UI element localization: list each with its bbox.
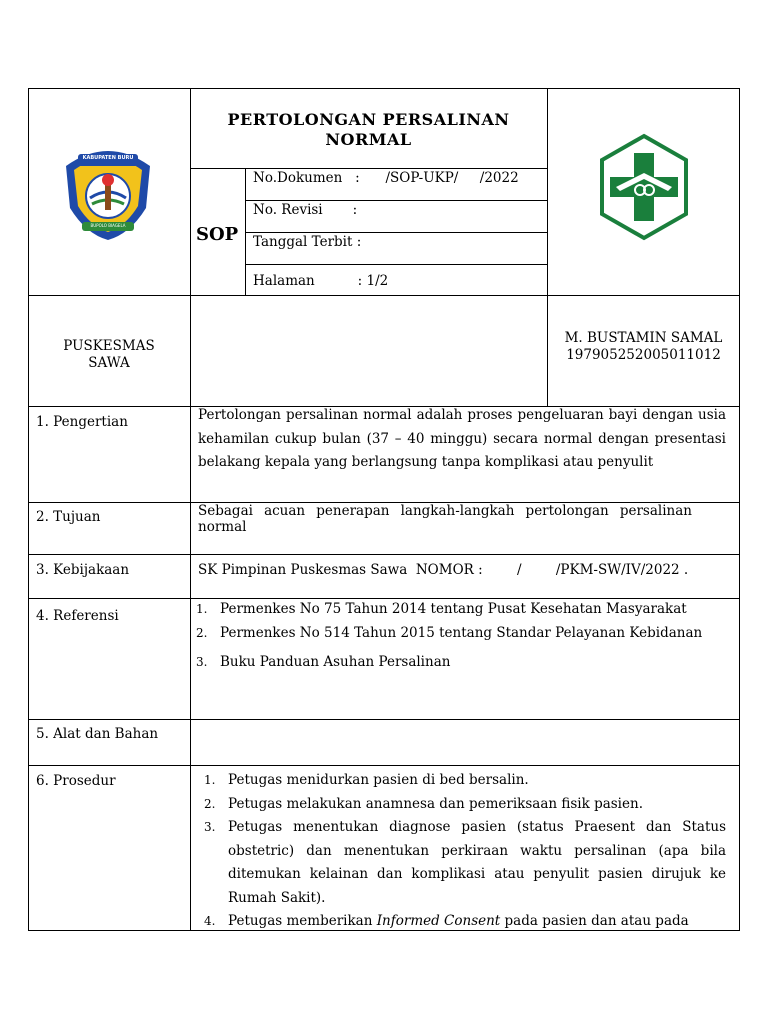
signatory [547, 330, 740, 364]
prosedur-num: 3. [204, 820, 216, 834]
prosedur-num: 2. [204, 796, 216, 811]
kebijakan-text: SK Pimpinan Puskesmas Sawa NOMOR : / /PKM-SW/IV/2022 . [198, 562, 689, 578]
prosedur-text: Petugas melakukan anamnesa dan pemeriksaan fisik pasien. [228, 795, 643, 812]
referensi-list [190, 598, 726, 675]
prosedur-item [198, 769, 726, 793]
referensi-num: 3. [196, 655, 208, 669]
meta-line-3 [245, 264, 547, 265]
document-title [190, 110, 547, 150]
prosedur-num: 4. [204, 914, 216, 928]
referensi-text: Permenkes No 514 Tahun 2015 tentang Standar Pelayanan Kebidanan [220, 624, 703, 641]
puskesmas-hexagon-cross-icon [598, 133, 690, 241]
prosedur-label: 6. Prosedur [36, 773, 116, 789]
referensi-num: 1. [196, 602, 208, 616]
puskesmas-name [28, 338, 190, 372]
referensi-label: 4. Referensi [36, 608, 119, 624]
referensi-text: Permenkes No 75 Tahun 2014 tentang Pusat Kesehatan Masyarakat [220, 601, 687, 617]
meta-line-2 [245, 232, 547, 233]
prosedur-text: Petugas menidurkan pasien di bed bersalin. [228, 772, 529, 788]
prosedur-text-italic: Informed Consent [376, 913, 501, 929]
pengertian-text: Pertolongan persalinan normal adalah proses pengeluaran bayi dengan usia kehamilan cukup bulan (37 – 40 minggu) secara normal dengan presentasi belakang kepala yang berlangsung tanpa komplikasi atau penyulit [198, 407, 726, 470]
prosedur-list [198, 769, 726, 929]
logo-text-top: KABUPATEN BURU [82, 155, 134, 161]
referensi-num: 2. [196, 625, 208, 640]
puskesmas-logo [598, 133, 690, 241]
prosedur-text-after: pada pasien dan atau pada [500, 913, 689, 929]
row-line-4 [28, 719, 740, 720]
no-dokumen: No.Dokumen : /SOP-UKP/ /2022 [253, 170, 519, 186]
title-line-1: PERTOLONGAN PERSALINAN [227, 110, 510, 129]
prosedur-item [198, 910, 726, 929]
prosedur-item [198, 793, 726, 817]
signatory-nip: 197905252005011012 [566, 347, 721, 363]
kebijakan-label: 3. Kebijakaan [36, 562, 130, 578]
prosedur-text: Petugas menentukan diagnose pasien (status Praesent dan Status obstetric) dan menentukan perkiraan waktu persalinan (apa bila ditemukan kelainan dan komplikasi atau penyulit pasien dirujuk ke Rumah Sakit). [228, 819, 726, 906]
sop-label: SOP [196, 224, 239, 245]
tujuan-label: 2. Tujuan [36, 509, 101, 525]
no-revisi: No. Revisi : [253, 202, 358, 218]
tujuan-text: Sebagai acuan penerapan langkah-langkah pertolongan persalinan normal [198, 503, 692, 535]
referensi-text: Buku Panduan Asuhan Persalinan [220, 654, 451, 670]
logo-text-bottom: BUPOLO BIAGELA [90, 223, 126, 228]
org-line-2: SAWA [88, 355, 130, 371]
title-bottom-line [190, 168, 547, 169]
org-line-1: PUSKESMAS [63, 338, 155, 354]
referensi-item [190, 651, 726, 675]
tanggal-terbit: Tanggal Terbit : [253, 234, 362, 250]
prosedur-num: 1. [204, 773, 216, 787]
title-line-2: NORMAL [325, 130, 412, 149]
meta-line-1 [245, 200, 547, 201]
referensi-item [190, 598, 726, 622]
alat-label: 5. Alat dan Bahan [36, 726, 159, 742]
prosedur-text-before: Petugas memberikan [228, 913, 377, 929]
row-line-2 [28, 554, 740, 555]
prosedur-item [198, 816, 726, 910]
pengertian-label: 1. Pengertian [36, 414, 128, 430]
referensi-item [190, 622, 726, 646]
row-line-5 [28, 765, 740, 766]
signatory-name: M. BUSTAMIN SAMAL [564, 330, 723, 346]
halaman: Halaman : 1/2 [253, 273, 389, 289]
